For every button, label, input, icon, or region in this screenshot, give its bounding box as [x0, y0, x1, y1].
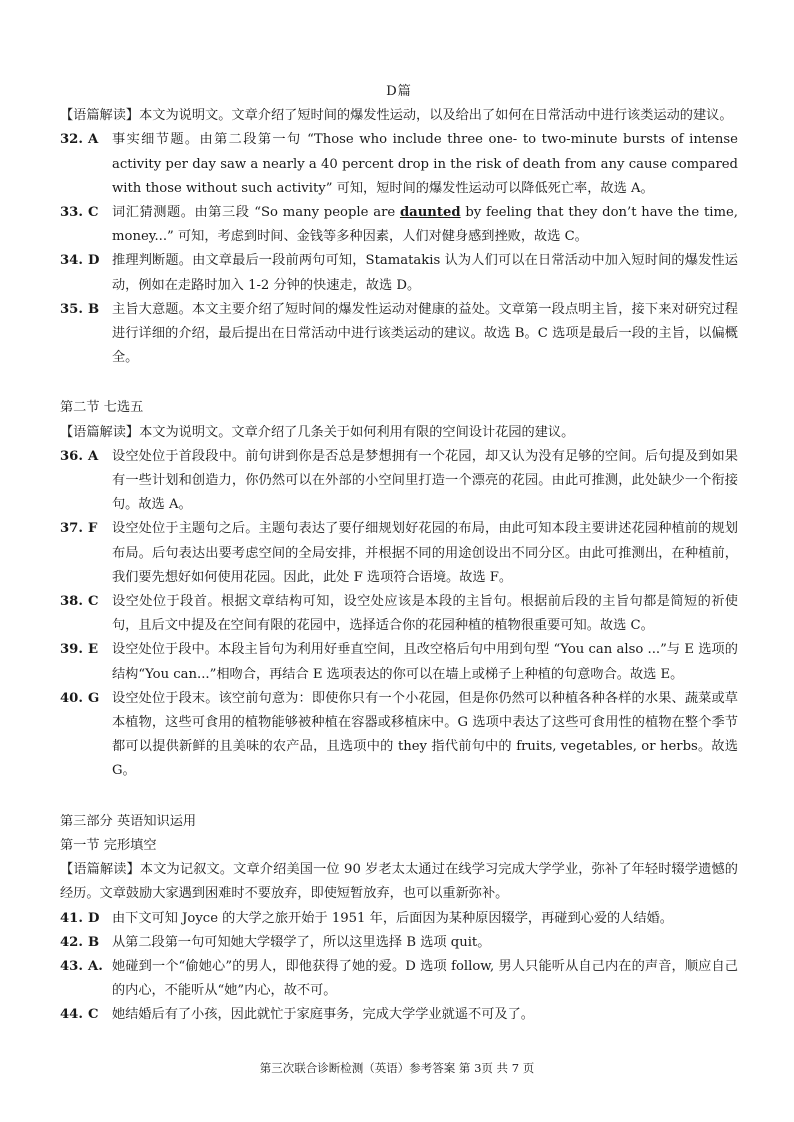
section-2-reading: 【语篇解读】本文为说明文。文章介绍了几条关于如何利用有限的空间设计花园的建议。 — [60, 424, 575, 440]
part-3-reading: 【语篇解读】本文为记叙文。文章介绍美国一位 90 岁老太太通过在线学习完成大学学业，弥补了年轻时辍学遗憾的经历。文章鼓励大家遇到困难时不要放弃，即使短暂放弃，也可以重新弥补。 — [60, 862, 738, 902]
answer-item-34: 34. D 推理判断题。由文章最后一段前两句可知，Stamatakis 认为人们可以在日常活动中加入短时间的爆发性运动，例如在走路时加入 1-2 分钟的快速走，故选 D。 — [60, 253, 738, 293]
answer-item-35: 35. B 主旨大意题。本文主要介绍了短时间的爆发性运动对健康的益处。文章第一段点明主旨，接下来对研究过程进行详细的介绍，最后提出在日常活动中进行该类运动的建议。故选 B。C 选项是最后一段的主旨，以偏概全。 — [60, 301, 738, 366]
answer-item-32: 32. A 事实细节题。由第二段第一句 “Those who include three one- to two-minute bursts of intense activity per day saw a nearly a 40 percent drop in the risk of death from any cause compared with those without such activity” 可知，短时间的爆发性运动可以降低死亡率，故选 A。 — [60, 132, 738, 196]
answer-item-36: 36. A 设空处位于首段段中。前句讲到你是否总是梦想拥有一个花园，却又认为没有足够的空间。后句提及到如果有一些计划和创造力，你仍然可以在外部的小空间里打造一个漂亮的花园。由此可推测，此处缺少一个衔接句。故选 A。 — [60, 448, 738, 513]
answer-item-33: 33. C 词汇猜测题。由第三段 “So many people are daunted by feeling that they don’t have the time, money...” 可知，考虑到时间、金钱等多种因素，人们对健身感到挫败，故选 C。 — [60, 205, 739, 245]
section-2-heading: 第二节 七选五 — [60, 400, 144, 416]
answer-item-42: 42. B 从第二段第一句可知她大学辍学了，所以这里选择 B 选项 quit。 — [60, 934, 491, 950]
answer-item-43: 43. A. 她碰到一个“偷她心”的男人，即他获得了她的爱。D 选项 follow, 男人只能听从自己内在的声音，顺应自己的内心，不能听从“她”内心，故不可。 — [60, 958, 738, 999]
underlined-word: daunted — [399, 205, 461, 221]
part-3-heading: 第三部分 英语知识运用 — [60, 813, 197, 829]
section-d-reading: 【语篇解读】本文为说明文。文章介绍了短时间的爆发性运动，以及给出了如何在日常活动中进行该类运动的建议。 — [60, 108, 733, 124]
answer-item-38: 38. C 设空处位于段首。根据文章结构可知，设空处应该是本段的主旨句。根据前后段的主旨句都是简短的祈使句，且后文中提及在空间有限的花园中，选择适合你的花园种植的植物很重要可知。故选 C。 — [60, 594, 738, 634]
answer-item-39: 39. E 设空处位于段中。本段主旨句为利用好垂直空间，且改空格后句中用到句型 “You can also ...”与 E 选项的结构“You can...”相吻合，再结合 E 选项表达的你可以在墙上或梯子上种植的句意吻合。故选 E。 — [60, 642, 738, 682]
answer-page — [60, 80, 738, 1028]
page-footer: 第三次联合诊断检测（英语）参考答案 第 3页 共 7 页 — [259, 1061, 535, 1075]
answer-item-44: 44. C 她结婚后有了小孩，因此就忙于家庭事务，完成大学学业就遥不可及了。 — [60, 1007, 534, 1023]
answer-item-37: 37. F 设空处位于主题句之后。主题句表达了要仔细规划好花园的布局，由此可知本段主要讲述花园种植前的规划布局。后句表达出要考虑空间的全局安排，并根据不同的用途创设出不同分区。由此可推测出，在种植前，我们要先想好如何使用花园。因此，此处 F 选项符合语境。故选 F。 — [60, 521, 738, 585]
section-d-title: D篇 — [386, 84, 412, 99]
answer-item-41: 41. D 由下文可知 Joyce 的大学之旅开始于 1951 年，后面因为某种原因辍学，再碰到心爱的人结婚。 — [60, 910, 673, 926]
answer-item-40: 40. G 设空处位于段末。该空前句意为：即使你只有一个小花园，但是你仍然可以种植各种各样的水果、蔬菜或草本植物，这些可食用的植物能够被种植在容器或移植床中。G 选项中表达了这些可食用性的植物在整个季节都可以提供新鲜的且美味的农产品，且选项中的 they 指代前句中的 fruits, vegetables, or herbs。故选 G。 — [60, 690, 738, 779]
part-3-subheading: 第一节 完形填空 — [60, 837, 157, 853]
